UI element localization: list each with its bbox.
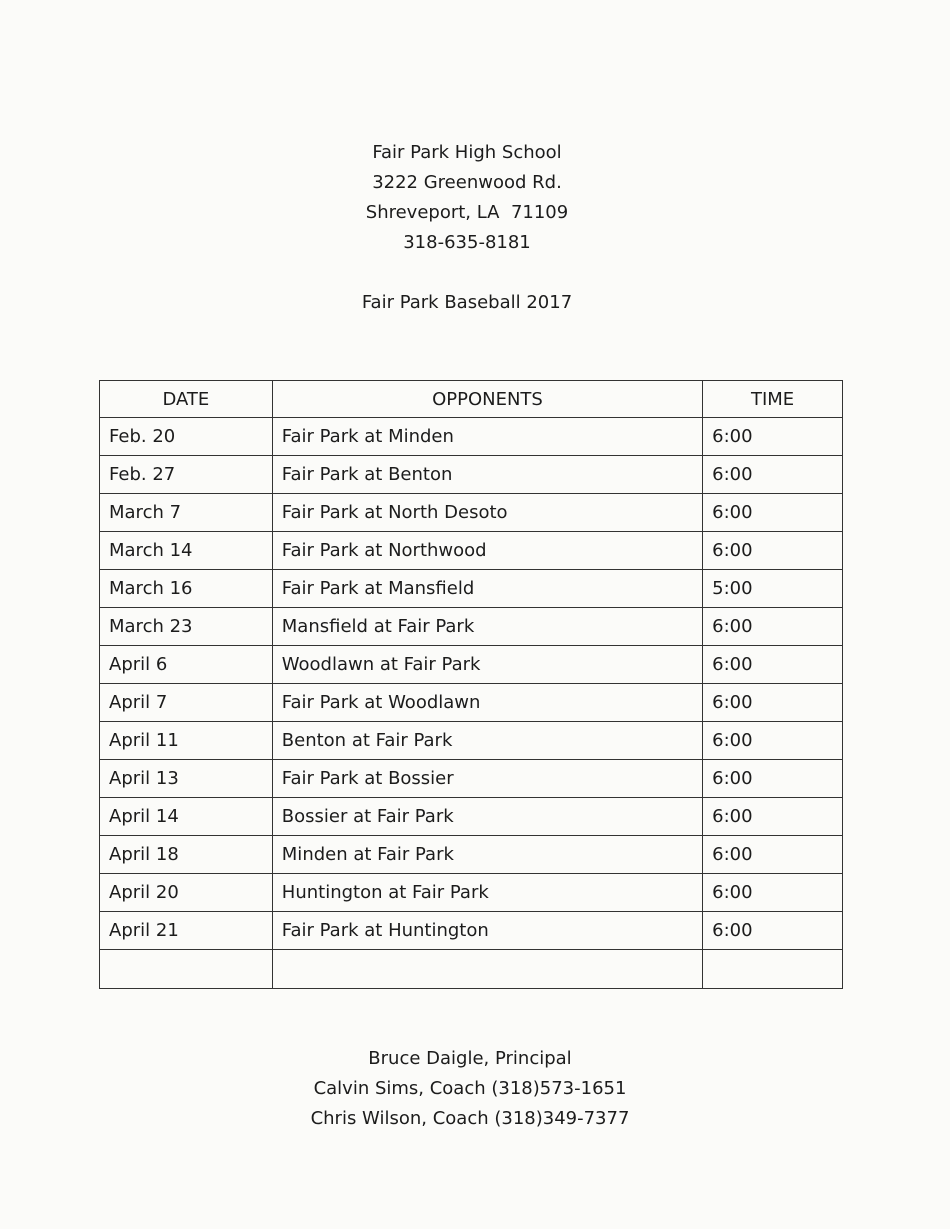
cell-date: March 16: [100, 570, 273, 608]
cell-date: March 14: [100, 532, 273, 570]
cell-time: 6:00: [703, 836, 843, 874]
cell-date: March 23: [100, 608, 273, 646]
cell-opponents: Fair Park at Mansfield: [272, 570, 702, 608]
cell-time: 6:00: [703, 456, 843, 494]
cell-time: 6:00: [703, 684, 843, 722]
table-row: [100, 874, 843, 912]
table-row: [100, 418, 843, 456]
cell-date: Feb. 27: [100, 456, 273, 494]
table-row-empty: [100, 950, 843, 989]
cell-opponents: Fair Park at Huntington: [272, 912, 702, 950]
header-date: DATE: [100, 381, 273, 418]
schedule-table: [99, 380, 843, 989]
principal-line: Bruce Daigle, Principal: [368, 1048, 572, 1069]
cell-time: 6:00: [703, 798, 843, 836]
contacts-footer: [0, 1044, 940, 1134]
table-header-row: [100, 381, 843, 418]
table-row: [100, 532, 843, 570]
schedule-title: Fair Park Baseball 2017: [361, 292, 573, 313]
cell-opponents: Benton at Fair Park: [272, 722, 702, 760]
cell-opponents: Fair Park at Woodlawn: [272, 684, 702, 722]
cell-date: Feb. 20: [100, 418, 273, 456]
cell-time: 6:00: [703, 532, 843, 570]
cell-time: 5:00: [703, 570, 843, 608]
cell-date-empty: [100, 950, 273, 989]
cell-opponents: Fair Park at Benton: [272, 456, 702, 494]
coach-line-1: Calvin Sims, Coach (318)573-1651: [313, 1078, 627, 1099]
cell-date: April 18: [100, 836, 273, 874]
table-row: [100, 608, 843, 646]
header-opponents: OPPONENTS: [272, 381, 702, 418]
cell-date: March 7: [100, 494, 273, 532]
table-row: [100, 836, 843, 874]
cell-opponents: Mansfield at Fair Park: [272, 608, 702, 646]
cell-opponents: Fair Park at Bossier: [272, 760, 702, 798]
table-row: [100, 684, 843, 722]
cell-opponents: Fair Park at North Desoto: [272, 494, 702, 532]
school-city: Shreveport, LA 71109: [365, 202, 569, 223]
table-row: [100, 646, 843, 684]
cell-time: 6:00: [703, 494, 843, 532]
table-row: [100, 570, 843, 608]
cell-time: 6:00: [703, 760, 843, 798]
cell-opponents: Minden at Fair Park: [272, 836, 702, 874]
cell-date: April 7: [100, 684, 273, 722]
cell-time: 6:00: [703, 874, 843, 912]
table-row: [100, 760, 843, 798]
cell-opponents: Bossier at Fair Park: [272, 798, 702, 836]
table-row: [100, 456, 843, 494]
cell-date: April 20: [100, 874, 273, 912]
cell-time-empty: [703, 950, 843, 989]
school-header: [0, 138, 934, 258]
cell-opponents: Fair Park at Minden: [272, 418, 702, 456]
table-row: [100, 722, 843, 760]
cell-opponents: Huntington at Fair Park: [272, 874, 702, 912]
coach-line-2: Chris Wilson, Coach (318)349-7377: [310, 1108, 630, 1129]
table-row: [100, 798, 843, 836]
table-row: [100, 494, 843, 532]
school-phone: 318-635-8181: [403, 232, 531, 253]
cell-date: April 6: [100, 646, 273, 684]
cell-opponents: Woodlawn at Fair Park: [272, 646, 702, 684]
school-name: Fair Park High School: [372, 142, 562, 163]
cell-time: 6:00: [703, 646, 843, 684]
cell-date: April 14: [100, 798, 273, 836]
cell-date: April 21: [100, 912, 273, 950]
cell-date: April 11: [100, 722, 273, 760]
cell-opponents: Fair Park at Northwood: [272, 532, 702, 570]
cell-time: 6:00: [703, 608, 843, 646]
table-row: [100, 912, 843, 950]
header-time: TIME: [703, 381, 843, 418]
cell-date: April 13: [100, 760, 273, 798]
cell-time: 6:00: [703, 912, 843, 950]
cell-time: 6:00: [703, 418, 843, 456]
cell-opponents-empty: [272, 950, 702, 989]
cell-time: 6:00: [703, 722, 843, 760]
school-address: 3222 Greenwood Rd.: [372, 172, 562, 193]
